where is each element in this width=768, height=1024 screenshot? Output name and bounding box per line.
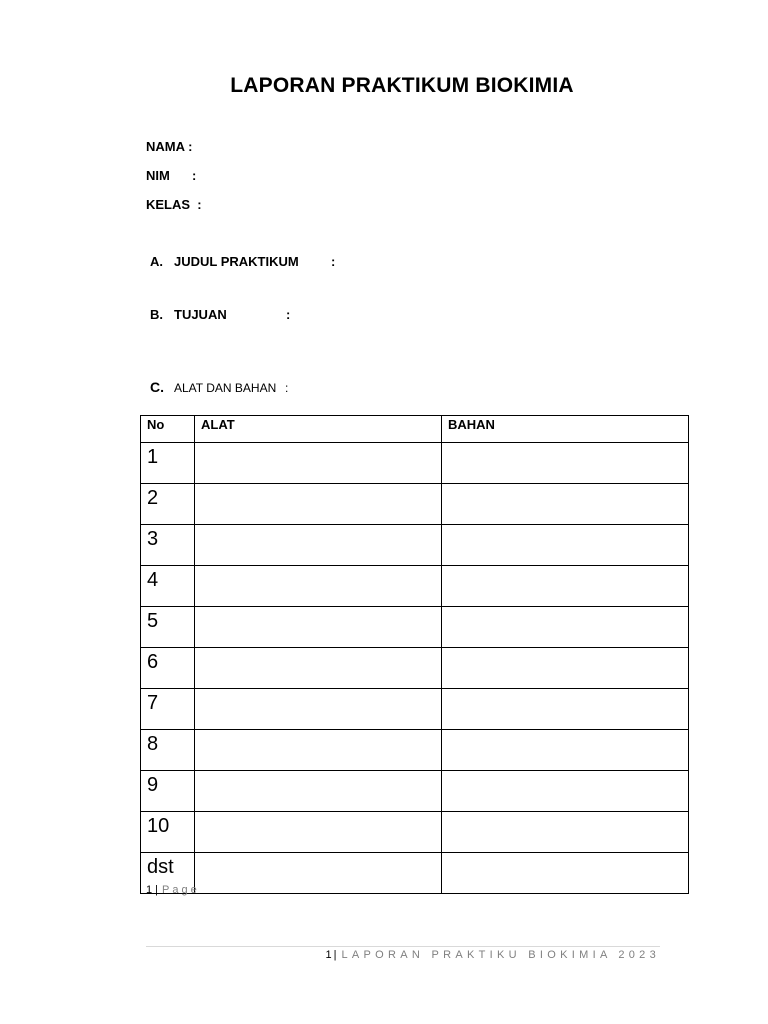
page-number-value: 1 xyxy=(146,884,154,896)
kelas-field: KELAS : xyxy=(146,197,202,212)
bahan-cell xyxy=(442,566,689,607)
row-number: 3 xyxy=(141,525,195,566)
section-b-colon: : xyxy=(286,307,291,322)
page-number-separator: | xyxy=(155,884,158,896)
table-row xyxy=(141,525,689,566)
footer-page-number: 1 xyxy=(325,949,333,961)
footer-separator: | xyxy=(333,949,338,961)
table-row xyxy=(141,853,689,894)
section-c-letter: C. xyxy=(150,379,164,395)
alat-cell xyxy=(195,771,442,812)
section-a-label: JUDUL PRAKTIKUM xyxy=(174,254,299,269)
bahan-cell xyxy=(442,771,689,812)
row-number: 10 xyxy=(141,812,195,853)
row-number: 7 xyxy=(141,689,195,730)
row-number: 5 xyxy=(141,607,195,648)
table-row xyxy=(141,689,689,730)
header-alat: ALAT xyxy=(195,416,442,443)
alat-bahan-table xyxy=(140,415,689,894)
page-number xyxy=(146,884,200,896)
section-b-letter: B. xyxy=(150,307,163,322)
row-number: 6 xyxy=(141,648,195,689)
row-number: 4 xyxy=(141,566,195,607)
bahan-cell xyxy=(442,607,689,648)
page-title: LAPORAN PRAKTIKUM BIOKIMIA xyxy=(230,74,574,97)
table-row xyxy=(141,607,689,648)
alat-cell xyxy=(195,648,442,689)
table-row xyxy=(141,812,689,853)
row-number: dst xyxy=(141,853,195,894)
alat-cell xyxy=(195,853,442,894)
alat-cell xyxy=(195,566,442,607)
nama-field: NAMA : xyxy=(146,139,193,154)
section-c-colon: : xyxy=(285,381,289,395)
table-row xyxy=(141,771,689,812)
footer-text: LAPORAN PRAKTIKU BIOKIMIA 2023 xyxy=(341,949,660,961)
row-number: 1 xyxy=(141,443,195,484)
page-number-label: Page xyxy=(162,884,200,896)
row-number: 8 xyxy=(141,730,195,771)
bahan-cell xyxy=(442,648,689,689)
bahan-cell xyxy=(442,812,689,853)
alat-cell xyxy=(195,443,442,484)
bahan-cell xyxy=(442,689,689,730)
bahan-cell xyxy=(442,443,689,484)
nim-label: NIM xyxy=(146,168,170,183)
table-row xyxy=(141,648,689,689)
bahan-cell xyxy=(442,853,689,894)
footer-divider xyxy=(146,946,660,947)
bahan-cell xyxy=(442,484,689,525)
alat-cell xyxy=(195,689,442,730)
row-number: 2 xyxy=(141,484,195,525)
table-row xyxy=(141,730,689,771)
table-row xyxy=(141,484,689,525)
alat-cell xyxy=(195,607,442,648)
bahan-cell xyxy=(442,525,689,566)
alat-cell xyxy=(195,525,442,566)
alat-cell xyxy=(195,730,442,771)
header-bahan: BAHAN xyxy=(442,416,689,443)
footer xyxy=(325,949,660,961)
alat-cell xyxy=(195,484,442,525)
section-b-label: TUJUAN xyxy=(174,307,227,322)
section-a-letter: A. xyxy=(150,254,163,269)
alat-cell xyxy=(195,812,442,853)
table-header-row xyxy=(141,416,689,443)
table-row xyxy=(141,566,689,607)
bahan-cell xyxy=(442,730,689,771)
section-a-colon: : xyxy=(331,254,336,269)
header-no: No xyxy=(141,416,195,443)
row-number: 9 xyxy=(141,771,195,812)
section-c-label: ALAT DAN BAHAN xyxy=(174,381,277,395)
table-row xyxy=(141,443,689,484)
nim-field xyxy=(146,168,197,183)
nim-colon: : xyxy=(192,168,197,183)
